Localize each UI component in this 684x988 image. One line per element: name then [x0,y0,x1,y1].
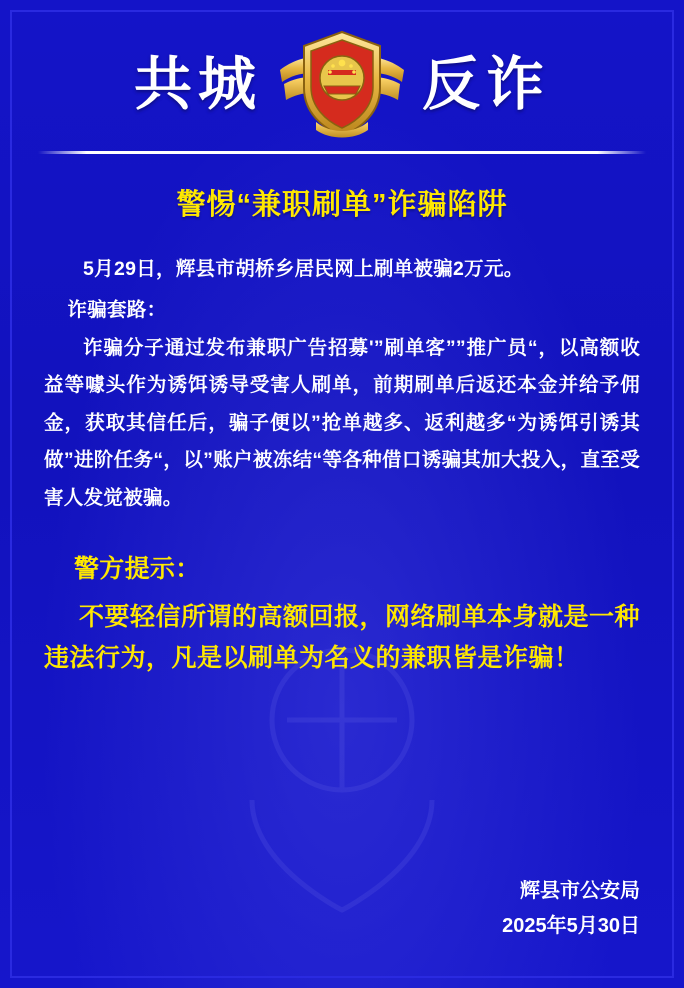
header-right-text: 反诈 [422,52,551,117]
signature-date: 2025年5月30日 [502,915,640,937]
page-title: 警惕“兼职刷单”诈骗陷阱 [176,189,508,221]
scam-routine-paragraph: 诈骗分子通过发布兼职广告招募'”刷单客””推广员“，以高额收益等噱头作为诱饵诱导受害人刷单，前期刷单后返还本金并给予佣金，获取其信任后，骗子便以”抢单越多、返利越多“为诱饵引诱其做”进阶任务“，以”账户被冻结“等各种借口诱骗其加大投入，直至受害人发觉被骗。 [44,336,641,509]
section-label-scam-routine: 诈骗套路： [67,299,167,322]
police-badge-emblem-icon [276,26,408,144]
header-divider [38,151,646,154]
poster-header [14,14,670,156]
poster-content [44,251,640,678]
signature-block [502,874,640,944]
police-tip-title: 警方提示： [74,555,201,584]
police-tip-body: 不要轻信所谓的高额回报，网络刷单本身就是一种违法行为，凡是以刷单为名义的兼职皆是诈骗！ [44,603,641,672]
header-left-text: 共城 [133,52,262,117]
signature-organization: 辉县市公安局 [520,880,640,902]
lead-paragraph: 5月29日，辉县市胡桥乡居民网上刷单被骗2万元。 [83,258,524,280]
